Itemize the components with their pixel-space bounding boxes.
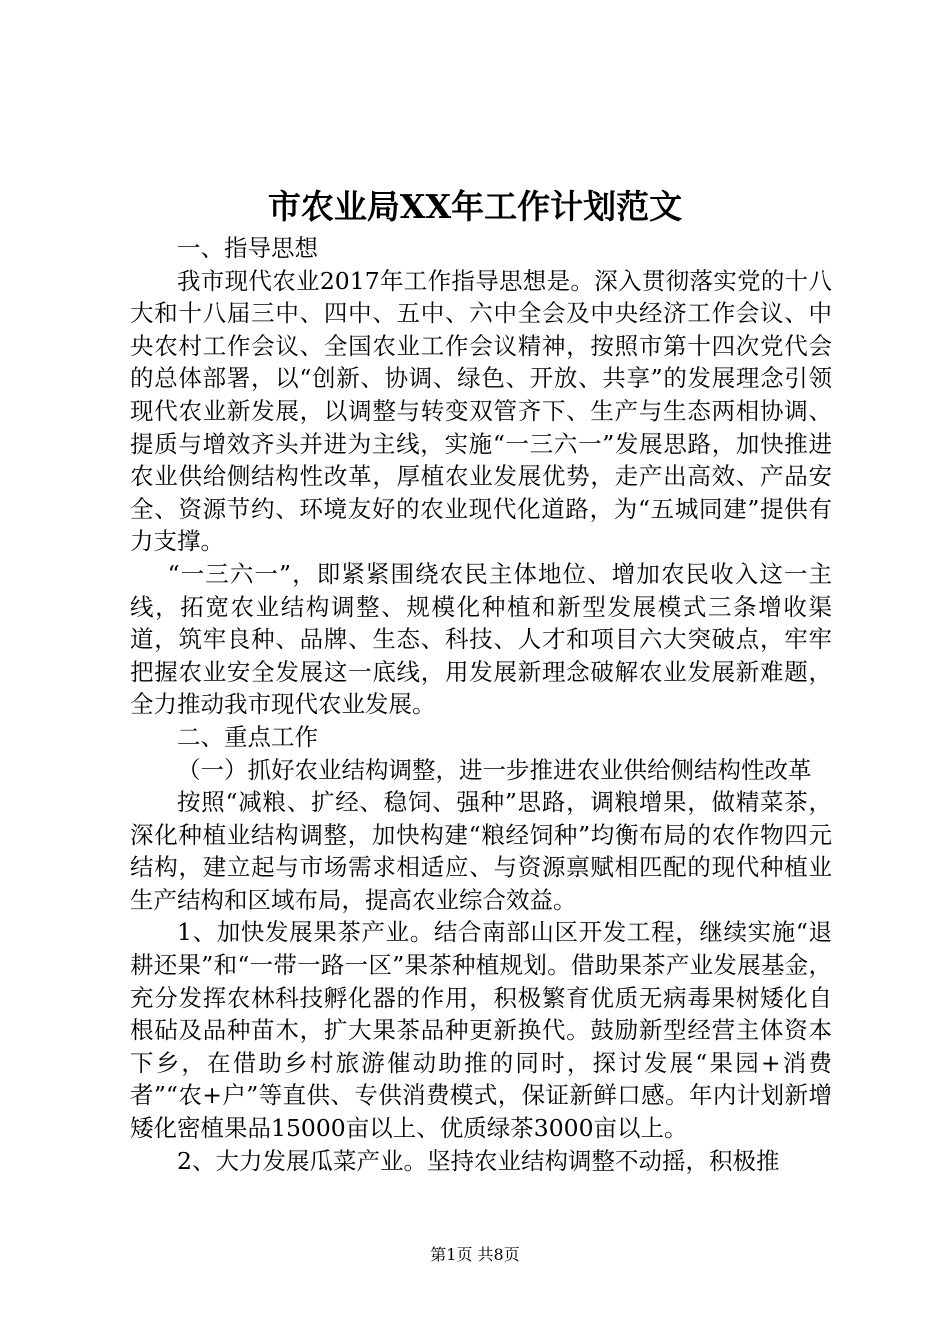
section-heading-key-work: 二、重点工作	[177, 722, 318, 751]
paragraph-guiding-ideology: 我市现代农业2017年工作指导思想是。深入贯彻落实党的十八大和十八届三中、四中、五中、六中全会及中央经济工作会议、中央农村工作会议、全国农业工作会议精神，按照市第十四次党代会的总体部署，以“创新、协调、绿色、开放、共享”的发展理念引领现代农业新发展，以调整与转变双管齐下、生产与生态两相协调、提质与增效齐头并进为主线，实施“一三六一”发展思路，加快推进农业供给侧结构性改革，厚植农业发展优势，走产出高效、产品安全、资源节约、环境友好的农业现代化道路，为“五城同建”提供有力支撑。	[130, 266, 832, 556]
paragraph-structure-adjustment: 按照“减粮、扩经、稳饲、强种”思路，调粮增果，做精菜茶，深化种植业结构调整，加快构建“粮经饲种”均衡布局的农作物四元结构，建立起与市场需求相适应、与资源禀赋相匹配的现代种植业生产结构和区域布局，提高农业综合效益。	[130, 788, 832, 914]
document-title: 市农业局XX年工作计划范文	[267, 187, 683, 226]
page-number-label: 第1页 共8页	[430, 1245, 520, 1264]
subsection-heading-structure-adjustment: （一）抓好农业结构调整，进一步推进农业供给侧结构性改革	[177, 755, 812, 784]
paragraph-one-three-six-one: “一三六一”，即紧紧围绕农民主体地位、增加农民收入这一主线，拓宽农业结构调整、规模化种植和新型发展模式三条增收渠道，筑牢良种、品牌、生态、科技、人才和项目六大突破点，牢牢把握农业安全发展这一底线，用发展新理念破解农业发展新难题，全力推动我市现代农业发展。	[130, 559, 832, 719]
section-heading-guiding-ideology: 一、指导思想	[177, 234, 318, 262]
paragraph-melon-vegetable-industry: 2、大力发展瓜菜产业。坚持农业结构调整不动摇，积极推	[177, 1146, 780, 1175]
paragraph-fruit-tea-industry: 1、加快发展果茶产业。结合南部山区开发工程，继续实施“退耕还果”和“一带一路一区”果茶种植规划。借助果茶产业发展基金，充分发挥农林科技孵化器的作用，积极繁育优质无病毒果树矮化自根砧及品种苗木，扩大果茶品种更新换代。鼓励新型经营主体资本下乡，在借助乡村旅游催动助推的同时，探讨发展“果园+消费者”“农+户”等直供、专供消费模式，保证新鲜口感。年内计划新增矮化密植果品15000亩以上、优质绿茶3000亩以上。	[130, 918, 832, 1143]
document-body	[130, 232, 832, 1177]
page-footer	[0, 1245, 950, 1265]
